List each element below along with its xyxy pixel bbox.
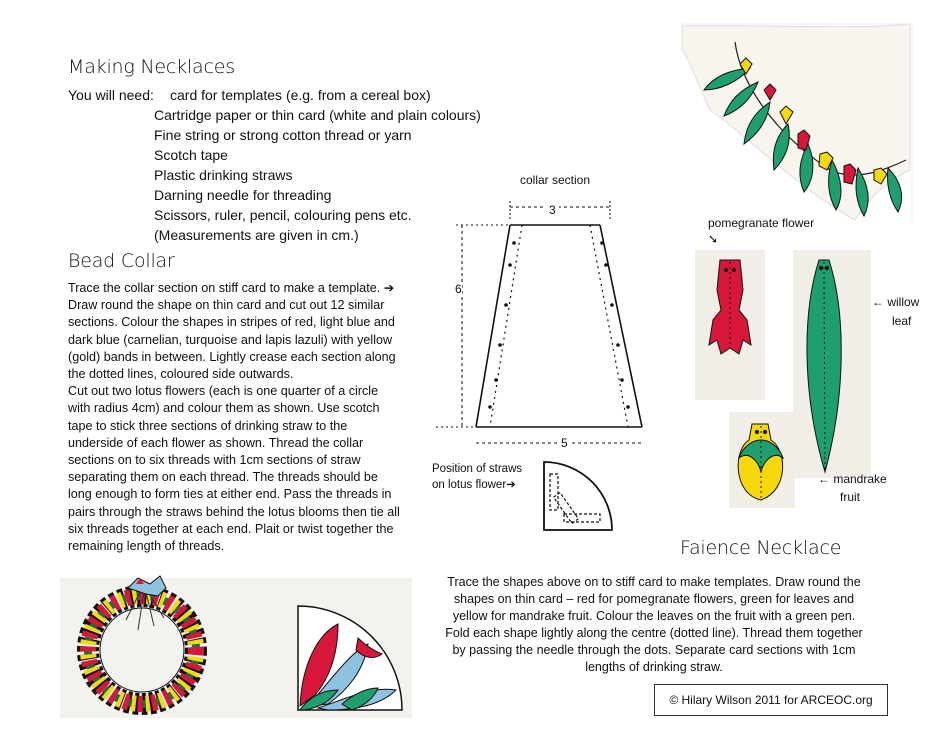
material-item: card for templates (e.g. from a cereal box)	[170, 87, 431, 103]
instruction-line: separating them on each thread. The threads should be	[68, 470, 378, 485]
instruction-line: shapes on thin card – red for pomegranate flowers, green for leaves and	[453, 592, 855, 606]
instruction-line: underside of each flower as shown. Thread the collar	[68, 435, 364, 450]
instruction-line: Trace the collar section on stiff card to make a template. ➔	[68, 281, 395, 295]
material-item: Fine string or strong cotton thread or yarn	[154, 127, 412, 143]
lotus-caption-line: Position of straws	[432, 463, 523, 475]
height-label: 6	[455, 282, 462, 296]
lotus-caption-line: on lotus flower➔	[432, 479, 516, 491]
instruction-line: remaining length of threads.	[68, 539, 225, 554]
instruction-line: dark blue (carnelian, turquoise and lapis lazuli) with yellow	[68, 332, 393, 347]
material-item: Scissors, ruler, pencil, colouring pens etc.	[154, 207, 412, 223]
instruction-line: (gold) bands in between. Lightly crease each section along	[68, 349, 396, 364]
instruction-line: tape to stick three sections of drinking straw to the	[68, 418, 348, 433]
instruction-line: long enough to form ties at either end. Pass the threads in	[68, 487, 392, 502]
faience-heading: Faience Necklace	[680, 537, 842, 559]
page-title: Making Necklaces	[68, 56, 235, 78]
collar-section-diagram	[430, 195, 650, 455]
instruction-line: six threads together at each end. Plait or twist together the	[68, 521, 394, 536]
bottom-width-label: 5	[558, 436, 571, 450]
you-need-label: You will need:	[68, 87, 154, 103]
bead-collar-heading: Bead Collar	[68, 250, 175, 272]
material-item: Darning needle for threading	[154, 187, 332, 203]
faience-instructions	[428, 574, 880, 676]
instruction-line: by passing the needle through the dots. Separate card sections with 1cm	[452, 643, 856, 657]
instruction-line: Fold each shape lightly along the centre (dotted line). Thread them together	[445, 626, 863, 640]
instruction-line: Draw round the shape on thin card and cut out 12 similar	[68, 298, 385, 313]
bead-collar-illustration	[60, 578, 412, 718]
material-item: Scotch tape	[154, 147, 228, 163]
instruction-line: lengths of drinking straw.	[585, 660, 723, 674]
material-item: (Measurements are given in cm.)	[154, 227, 359, 243]
instruction-line: with radius 4cm) and colour them as shown. Use scotch	[68, 401, 380, 416]
instruction-line: pairs through the straws behind the lotus blooms then tie all	[68, 504, 400, 519]
willow-label: leaf	[892, 314, 912, 328]
instruction-line: sections. Colour the shapes in stripes of red, light blue and	[68, 315, 395, 330]
instruction-line: Trace the shapes above on to stiff card to make templates. Draw round the	[447, 575, 861, 589]
lotus-caption	[432, 461, 522, 493]
top-width-label: 3	[546, 203, 559, 217]
instruction-line: Cut out two lotus flowers (each is one quarter of a circle	[68, 384, 379, 399]
faience-necklace-illustration	[680, 20, 912, 220]
instruction-line: sections on to six threads with 1cm sections of straw	[68, 453, 361, 468]
pomegranate-label: pomegranate flower	[708, 216, 815, 230]
collar-section-title: collar section	[520, 173, 591, 187]
instruction-line: yellow for mandrake fruit. Colour the leaves on the fruit with a green pen.	[452, 609, 856, 623]
material-item: Cartridge paper or thin card (white and plain colours)	[154, 107, 481, 123]
instruction-line: the dotted lines, coloured side outwards.	[68, 367, 294, 382]
copyright-credit: © Hilary Wilson 2011 for ARCEOC.org	[654, 684, 888, 716]
mandrake-label: ← mandrake	[818, 472, 887, 486]
lotus-straw-diagram	[540, 458, 622, 538]
material-item: Plastic drinking straws	[154, 167, 293, 183]
bead-collar-instructions	[68, 280, 428, 555]
willow-label: ← willow	[872, 295, 920, 309]
mandrake-label: fruit	[840, 490, 861, 504]
down-arrow-icon: ➘	[708, 232, 719, 246]
